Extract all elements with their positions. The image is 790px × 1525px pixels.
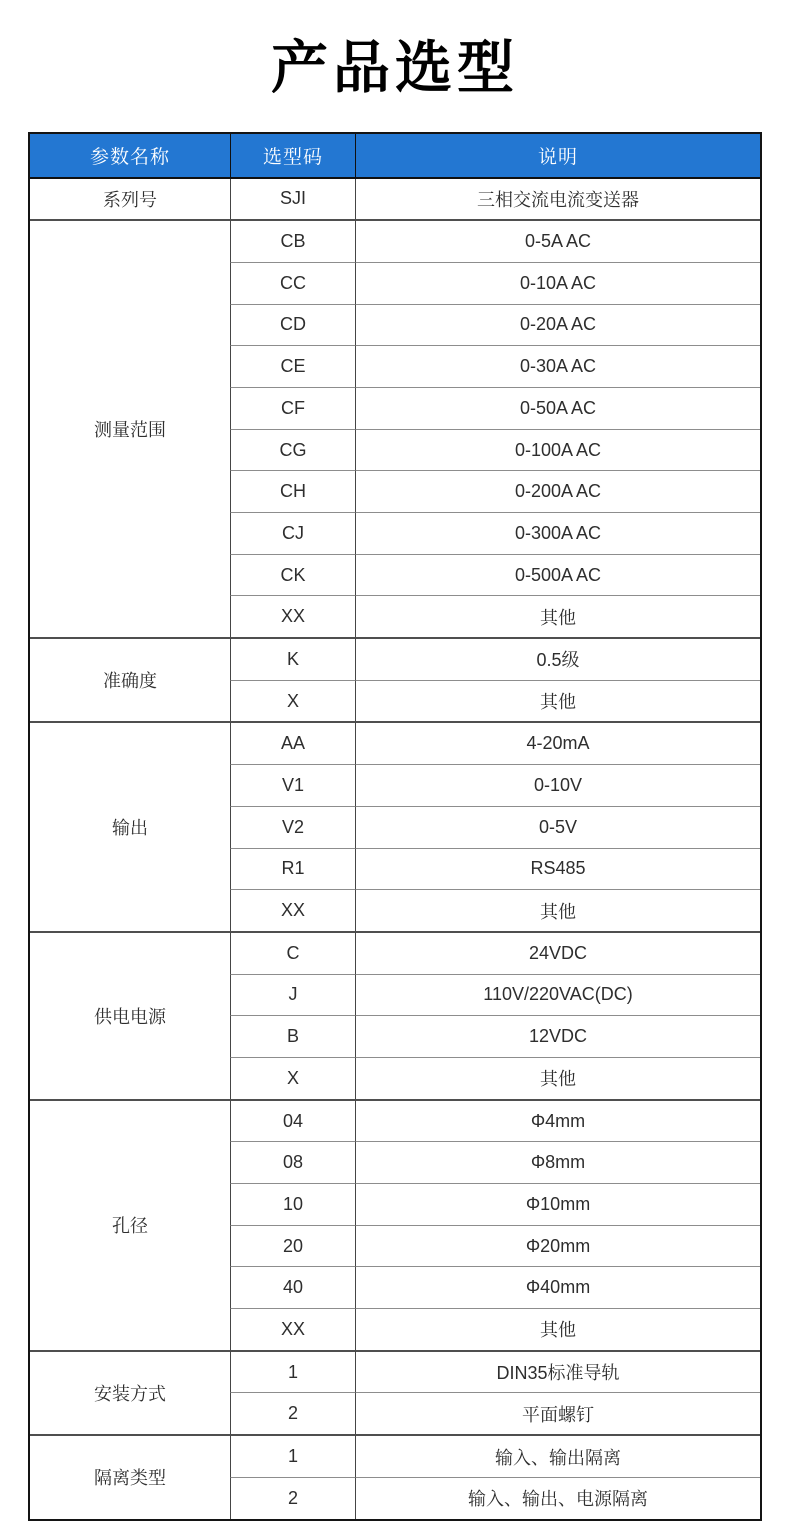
selection-code-cell: 08 bbox=[230, 1141, 355, 1183]
description-cell: 其他 bbox=[355, 595, 760, 637]
param-name-cell: 隔离类型 bbox=[30, 1434, 230, 1518]
description-cell: 0-5A AC bbox=[355, 219, 760, 262]
description-cell: 三相交流电流变送器 bbox=[355, 179, 760, 220]
selection-code-cell: XX bbox=[230, 889, 355, 931]
selection-code-cell: X bbox=[230, 1057, 355, 1099]
product-selection-table-wrap bbox=[0, 132, 790, 1521]
description-cell: 0-10A AC bbox=[355, 262, 760, 304]
table-row bbox=[30, 1099, 760, 1142]
param-name-cell: 安装方式 bbox=[30, 1350, 230, 1434]
table-body bbox=[30, 179, 760, 1519]
description-cell: 输入、输出、电源隔离 bbox=[355, 1477, 760, 1519]
description-cell: 输入、输出隔离 bbox=[355, 1434, 760, 1477]
table-row bbox=[30, 637, 760, 680]
description-cell: 0-5V bbox=[355, 806, 760, 848]
table-header bbox=[30, 134, 760, 179]
table-row bbox=[30, 721, 760, 764]
description-cell: 其他 bbox=[355, 889, 760, 931]
description-cell: 0-500A AC bbox=[355, 554, 760, 596]
description-cell: Φ4mm bbox=[355, 1099, 760, 1142]
table-row bbox=[30, 219, 760, 262]
description-cell: Φ20mm bbox=[355, 1225, 760, 1267]
description-cell: 110V/220VAC(DC) bbox=[355, 974, 760, 1016]
selection-code-cell: XX bbox=[230, 595, 355, 637]
selection-code-cell: X bbox=[230, 680, 355, 722]
selection-code-cell: 2 bbox=[230, 1477, 355, 1519]
description-cell: 0-20A AC bbox=[355, 304, 760, 346]
param-name-cell: 测量范围 bbox=[30, 219, 230, 637]
selection-code-cell: AA bbox=[230, 721, 355, 764]
selection-code-cell: CK bbox=[230, 554, 355, 596]
description-cell: Φ40mm bbox=[355, 1266, 760, 1308]
param-name-cell: 供电电源 bbox=[30, 931, 230, 1099]
description-cell: 其他 bbox=[355, 1308, 760, 1350]
selection-code-cell: 2 bbox=[230, 1392, 355, 1434]
selection-code-cell: 10 bbox=[230, 1183, 355, 1225]
description-cell: Φ8mm bbox=[355, 1141, 760, 1183]
description-cell: 0-10V bbox=[355, 764, 760, 806]
header-param-name: 参数名称 bbox=[30, 134, 230, 179]
selection-code-cell: R1 bbox=[230, 848, 355, 890]
header-description: 说明 bbox=[355, 134, 760, 179]
selection-code-cell: CG bbox=[230, 429, 355, 471]
selection-code-cell: CD bbox=[230, 304, 355, 346]
param-name-cell: 输出 bbox=[30, 721, 230, 930]
product-selection-table bbox=[28, 132, 762, 1521]
table-header-row bbox=[30, 134, 760, 179]
selection-code-cell: CC bbox=[230, 262, 355, 304]
description-cell: Φ10mm bbox=[355, 1183, 760, 1225]
page-title: 产品选型 bbox=[271, 36, 519, 100]
selection-code-cell: XX bbox=[230, 1308, 355, 1350]
table-row bbox=[30, 1434, 760, 1477]
selection-code-cell: CJ bbox=[230, 512, 355, 554]
description-cell: RS485 bbox=[355, 848, 760, 890]
selection-code-cell: SJI bbox=[230, 179, 355, 220]
description-cell: 12VDC bbox=[355, 1015, 760, 1057]
selection-code-cell: V1 bbox=[230, 764, 355, 806]
table-row bbox=[30, 179, 760, 220]
param-name-cell: 系列号 bbox=[30, 179, 230, 220]
selection-code-cell: C bbox=[230, 931, 355, 974]
selection-code-cell: B bbox=[230, 1015, 355, 1057]
description-cell: 4-20mA bbox=[355, 721, 760, 764]
selection-code-cell: 1 bbox=[230, 1350, 355, 1393]
param-name-cell: 孔径 bbox=[30, 1099, 230, 1350]
table-row bbox=[30, 1350, 760, 1393]
selection-code-cell: 04 bbox=[230, 1099, 355, 1142]
selection-code-cell: J bbox=[230, 974, 355, 1016]
selection-code-cell: 20 bbox=[230, 1225, 355, 1267]
description-cell: 0-50A AC bbox=[355, 387, 760, 429]
selection-code-cell: CE bbox=[230, 345, 355, 387]
selection-code-cell: CH bbox=[230, 470, 355, 512]
param-name-cell: 准确度 bbox=[30, 637, 230, 721]
selection-code-cell: CB bbox=[230, 219, 355, 262]
table-row bbox=[30, 931, 760, 974]
selection-code-cell: CF bbox=[230, 387, 355, 429]
description-cell: 0-200A AC bbox=[355, 470, 760, 512]
description-cell: 24VDC bbox=[355, 931, 760, 974]
description-cell: 其他 bbox=[355, 1057, 760, 1099]
description-cell: 0.5级 bbox=[355, 637, 760, 680]
description-cell: 平面螺钉 bbox=[355, 1392, 760, 1434]
description-cell: 0-30A AC bbox=[355, 345, 760, 387]
description-cell: DIN35标准导轨 bbox=[355, 1350, 760, 1393]
description-cell: 其他 bbox=[355, 680, 760, 722]
description-cell: 0-100A AC bbox=[355, 429, 760, 471]
header-selection-code: 选型码 bbox=[230, 134, 355, 179]
selection-code-cell: 40 bbox=[230, 1266, 355, 1308]
selection-code-cell: K bbox=[230, 637, 355, 680]
description-cell: 0-300A AC bbox=[355, 512, 760, 554]
selection-code-cell: 1 bbox=[230, 1434, 355, 1477]
selection-code-cell: V2 bbox=[230, 806, 355, 848]
